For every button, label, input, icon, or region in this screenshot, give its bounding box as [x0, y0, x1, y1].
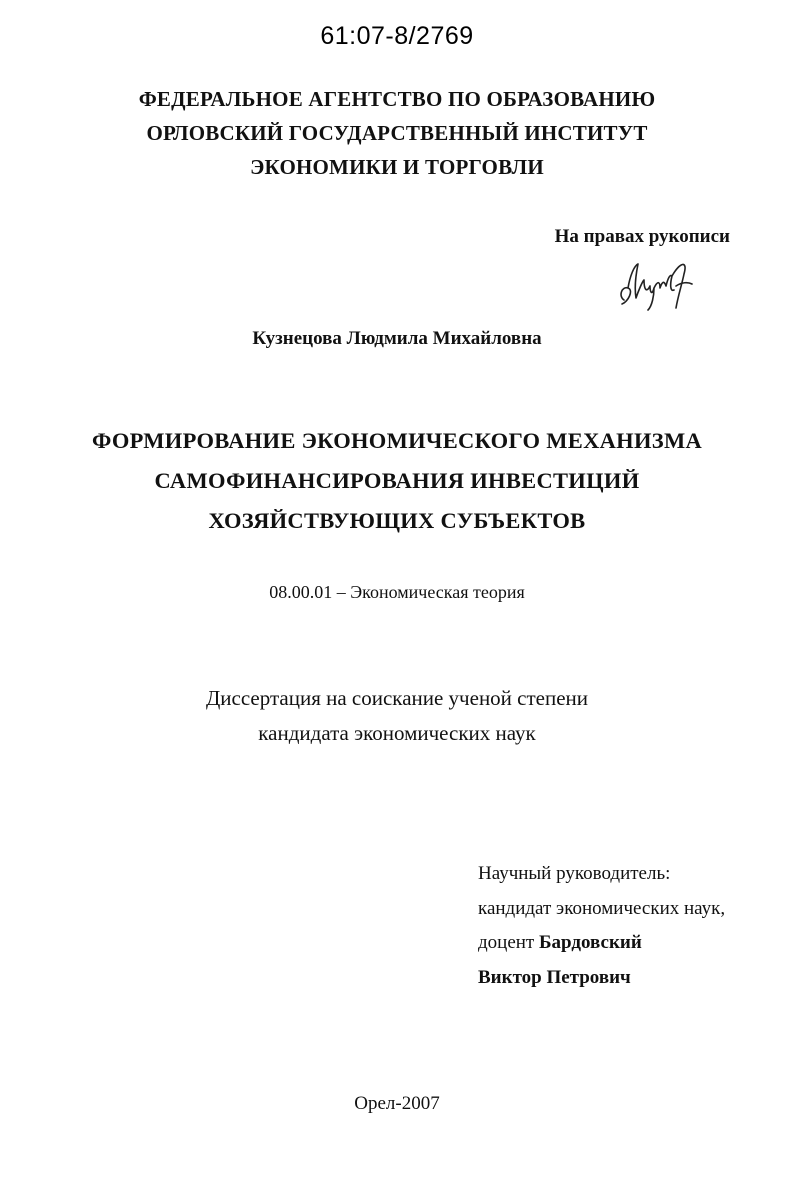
author-name: Кузнецова Людмила Михайловна	[252, 328, 542, 349]
title-line-2: САМОФИНАНСИРОВАНИЯ ИНВЕСТИЦИЙ	[154, 468, 640, 493]
advisor-surname: Бардовский	[539, 932, 642, 953]
organization-line-3: ЭКОНОМИКИ И ТОРГОВЛИ	[250, 155, 544, 179]
organization-line-2: ОРЛОВСКИЙ ГОСУДАРСТВЕННЫЙ ИНСТИТУТ	[146, 121, 648, 145]
catalog-number: 61:07-8/2769	[320, 22, 474, 50]
title-line-3: ХОЗЯЙСТВУЮЩИХ СУБЪЕКТОВ	[208, 508, 586, 533]
degree-line-1: Диссертация на соискание ученой степени	[205, 686, 589, 710]
advisor-label: Научный руководитель:	[478, 863, 671, 884]
advisor-rank: доцент	[478, 932, 535, 953]
advisor-name-line	[478, 967, 631, 989]
advisor-name: Виктор Петрович	[478, 967, 631, 988]
signature-icon	[614, 256, 698, 312]
specialty: 08.00.01 – Экономическая теория	[269, 582, 525, 602]
degree-line-2: кандидата экономических наук	[258, 721, 536, 745]
city-year: Орел-2007	[354, 1093, 440, 1114]
organization-line-1: ФЕДЕРАЛЬНОЕ АГЕНТСТВО ПО ОБРАЗОВАНИЮ	[138, 87, 656, 111]
advisor-rank-line	[478, 932, 642, 954]
advisor-credentials: кандидат экономических наук,	[478, 898, 726, 919]
rights-note: На правах рукописи	[554, 226, 730, 247]
title-line-1: ФОРМИРОВАНИЕ ЭКОНОМИЧЕСКОГО МЕХАНИЗМА	[91, 428, 703, 453]
